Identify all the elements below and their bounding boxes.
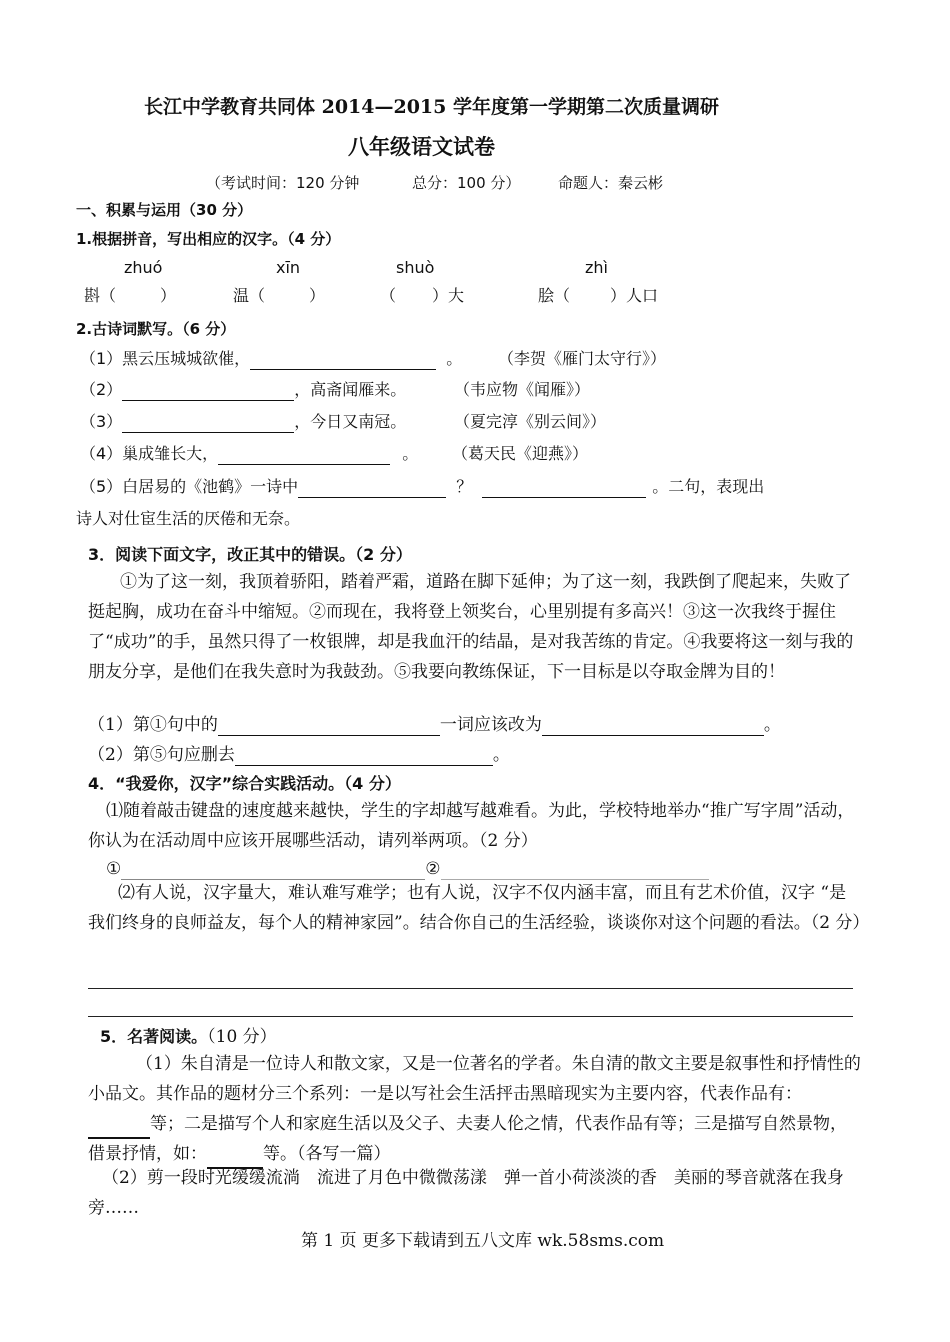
- char-item-2-post: ）: [309, 286, 326, 305]
- poem-line-3-b: ，今日又南冠。: [294, 412, 407, 431]
- question-3-passage: ①为了这一刻，我顶着骄阳，踏着严霜，道路在脚下延伸；为了这一刻，我跌倒了爬起来，失败了挺起胸，成功在奋斗中缩短。②而现在，我将登上领奖台，心里别提有多高兴！③这一次我终于握住了“成功”的手，虽然只得了一枚银牌，却是我血汗的结晶，是对我苦练的肯定。④我要将这一刻与我的朋友分享，是他们在我失意时为我鼓劲。⑤我要向教练保证，下一目标是以夺取金牌为目的！: [88, 572, 854, 682]
- q3-sub1-a: （1）第①句中的: [88, 715, 218, 735]
- char-item-2-pre: 温（: [233, 286, 266, 305]
- char-item-4-pre: 脍（: [538, 286, 571, 305]
- poem-line-3-a: （3）: [80, 412, 123, 431]
- q3-sub1-blank-a[interactable]: [218, 717, 440, 736]
- q3-sub2-a: （2）第⑤句应删去: [88, 745, 235, 765]
- poem-line-5-b: ？: [456, 477, 473, 496]
- q5-blank-1[interactable]: [88, 1121, 150, 1139]
- q3-sub2: [88, 744, 510, 766]
- page-title: 长江中学教育共同体 2014—2015 学年度第一学期第二次质量调研: [144, 96, 719, 118]
- char-item-4: [538, 285, 658, 307]
- poem-blank-3[interactable]: [122, 414, 294, 433]
- char-item-4-post: ）人口: [610, 286, 659, 305]
- exam-time: （考试时间：120 分钟: [206, 174, 360, 192]
- pinyin-1: zhuó: [124, 258, 163, 277]
- q3-sub1: [88, 714, 781, 736]
- q5-sub1-c: 等。（各写一篇）: [263, 1144, 391, 1164]
- char-item-3: [380, 285, 464, 307]
- poem-line-5-cont: 诗人对仕宦生活的厌倦和无奈。: [76, 509, 301, 528]
- poem-source-4: （葛天民《迎燕》）: [452, 444, 589, 463]
- question-1-title: 1.根据拼音，写出相应的汉字。（4 分）: [76, 230, 341, 248]
- poem-blank-5a[interactable]: [298, 479, 446, 498]
- q4-blank-1-label: ①: [106, 859, 122, 879]
- q3-sub2-blank[interactable]: [235, 747, 493, 766]
- q3-sub1-c: 。: [763, 715, 781, 735]
- poem-line-1: [80, 348, 462, 370]
- pinyin-3: shuò: [396, 258, 435, 277]
- question-4-sub1: ⑴随着敲击键盘的速度越来越快，学生的字却越写越难看。为此，学校特地举办“推广写字周”活动，你认为在活动周中应该开展哪些活动，请列举两项。（2 分）: [88, 801, 855, 851]
- page-footer: 第 1 页 更多下载请到五八文库 wk.58sms.com: [301, 1231, 665, 1251]
- q3-sub1-blank-b[interactable]: [542, 717, 764, 736]
- poem-line-4-b: 。: [402, 444, 419, 463]
- section-title: 一、积累与运用（30 分）: [76, 201, 253, 219]
- author: 命题人：秦云彬: [558, 174, 664, 192]
- poem-blank-5b[interactable]: [482, 479, 646, 498]
- poem-line-1-b: 。: [446, 349, 463, 368]
- poem-line-5-a: （5）白居易的《池鹤》一诗中: [80, 477, 299, 496]
- answer-line-2[interactable]: [88, 1016, 853, 1017]
- char-item-3-post: ）大: [432, 286, 465, 305]
- question-3-title: 3．阅读下面文字，改正其中的错误。（2 分）: [88, 545, 412, 564]
- q5-sub1-b: 等；二是描写个人和家庭生活以及父子、夫妻人伦之情，代表作品有等；三是描写自然景物，借景抒情，如：: [88, 1114, 847, 1164]
- poem-blank-2[interactable]: [122, 382, 294, 401]
- question-5-score: （10 分）: [207, 1027, 277, 1047]
- poem-source-3: （夏完淳《别云间》）: [454, 412, 607, 431]
- poem-blank-1[interactable]: [250, 351, 436, 370]
- q4-blank-row: [106, 858, 709, 880]
- pinyin-2: xīn: [276, 258, 301, 277]
- char-item-3-pre: （: [380, 286, 397, 305]
- char-item-1-post: ）: [160, 286, 177, 305]
- answer-line-1[interactable]: [88, 988, 853, 989]
- char-item-2: [233, 285, 325, 307]
- char-item-1: [84, 285, 176, 307]
- question-5-sub2: （2）剪一段时光缓缓流淌 流进了月色中微微荡漾 弹一首小荷淡淡的香 美丽的琴音就落在我身旁……: [88, 1168, 844, 1218]
- pinyin-4: zhì: [585, 258, 608, 277]
- page-subtitle: 八年级语文试卷: [348, 135, 495, 159]
- q3-sub1-b: 一词应该改为: [439, 715, 542, 735]
- question-5-sub1: [88, 1049, 863, 1169]
- q5-sub1-a: （1）朱自清是一位诗人和散文家，又是一位著名的学者。朱自清的散文主要是叙事性和抒情性的小品文。其作品的题材分三个系列：一是以写社会生活抨击黑暗现实为主要内容，代表作品有：: [88, 1054, 861, 1104]
- q3-sub2-b: 。: [492, 745, 510, 765]
- poem-line-2-a: （2）: [80, 380, 123, 399]
- poem-line-2: [80, 379, 406, 401]
- question-4-title: 4．“我爱你，汉字”综合实践活动。（4 分）: [88, 774, 401, 793]
- poem-line-3: [80, 411, 406, 433]
- question-2-title: 2.古诗词默写。（6 分）: [76, 320, 236, 338]
- char-item-1-pre: 斟（: [84, 286, 117, 305]
- poem-source-2: （韦应物《闻雁》）: [454, 380, 591, 399]
- q4-blank-2-label: ②: [425, 859, 441, 879]
- poem-line-5: [80, 476, 764, 498]
- question-5-title: 5．名著阅读。: [100, 1027, 208, 1046]
- poem-blank-4[interactable]: [218, 446, 390, 465]
- question-4-sub2: ⑵有人说，汉字量大，难认难写难学；也有人说，汉字不仅内涵丰富，而且有艺术价值，汉字 “是我们终身的良师益友，每个人的精神家园”。结合你自己的生活经验，谈谈你对这个问题的看法。（2 分）: [88, 883, 870, 933]
- question-5-title-row: [100, 1026, 277, 1048]
- poem-line-4: [80, 443, 418, 465]
- poem-line-2-b: ，高斋闻雁来。: [294, 380, 407, 399]
- poem-line-4-a: （4）巢成雏长大，: [80, 444, 219, 463]
- total-score: 总分：100 分）: [412, 174, 521, 192]
- poem-line-1-a: （1）黑云压城城欲催，: [80, 349, 251, 368]
- poem-source-1: （李贺《雁门太守行》）: [498, 349, 667, 368]
- poem-line-5-c: 。二句，表现出: [652, 477, 765, 496]
